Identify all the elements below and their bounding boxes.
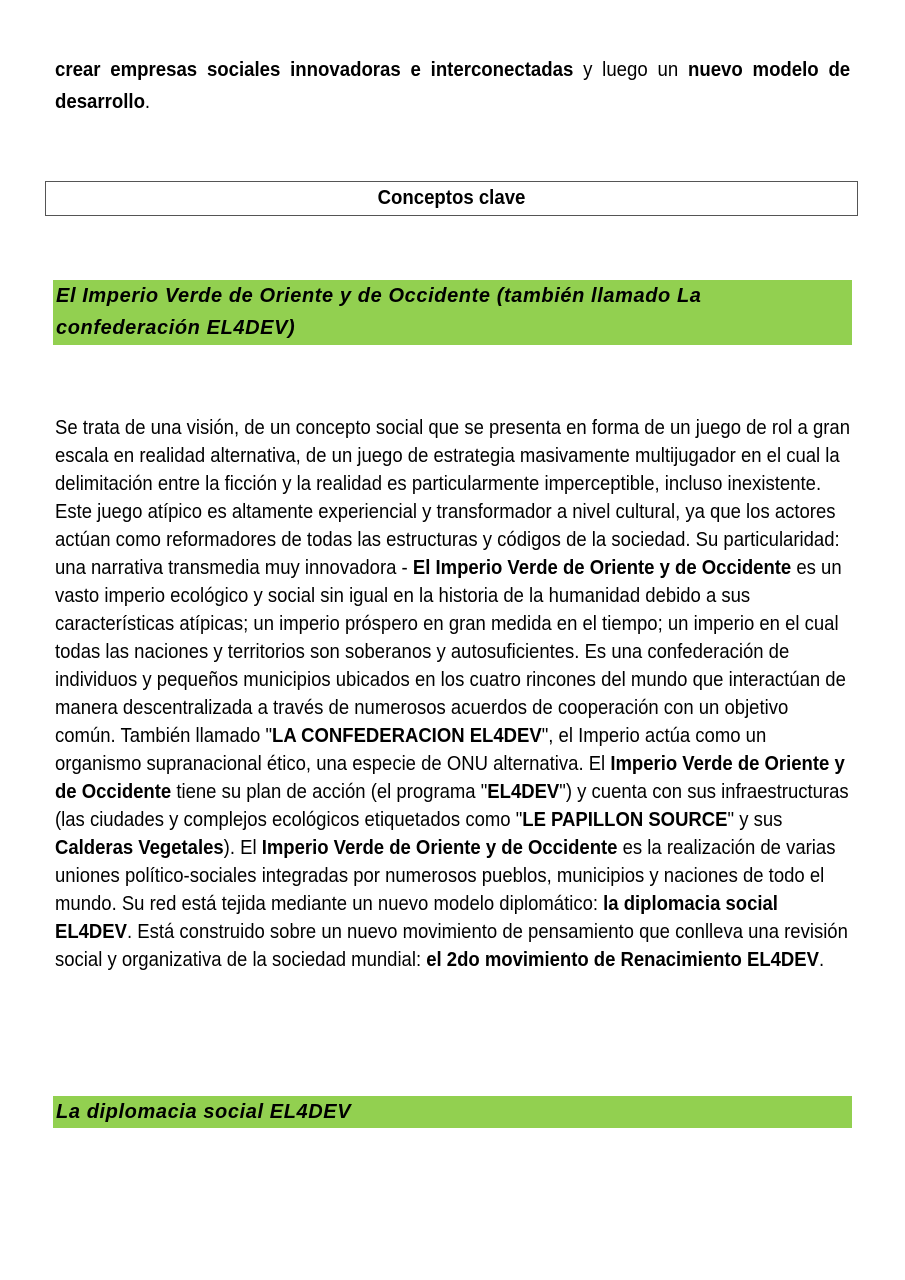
- body-bold-2: LA CONFEDERACION EL4DEV: [272, 725, 542, 747]
- body-text-7: ). El: [223, 837, 262, 859]
- intro-bold-1: crear empresas sociales innovadoras e interconectadas: [55, 59, 574, 81]
- intro-text-2: .: [144, 91, 151, 113]
- body-text-9: . Está construido sobre un nuevo movimiento de pensamiento que conlleva una revisión social y organizativa de la sociedad mundial:: [55, 921, 848, 971]
- body-text-2: es un vasto imperio ecológico y social sin igual en la historia de la humanidad debido a sus características atípicas; un imperio próspero en gran medida en el tiempo; un imperio en el cual todas las naciones y territorios son soberanos y autosuficientes. Es una confederación de individuos y pequeños municipios ubicados en los cuatro rincones del mundo que interactúan de manera descentralizada a través de numerosos acuerdos de cooperación con un objetivo común. También llamado ": [55, 557, 846, 747]
- body-bold-9: el 2do movimiento de Renacimiento EL4DEV: [426, 949, 819, 971]
- body-bold-3: Imperio Verde de Oriente y de Occidente: [55, 753, 845, 803]
- body-bold-4: EL4DEV: [487, 781, 560, 803]
- body-text-4: tiene su plan de acción (el programa ": [171, 781, 488, 803]
- body-bold-6: Calderas Vegetales: [55, 837, 224, 859]
- section-heading-imperio-verde: El Imperio Verde de Oriente y de Occidente (también llamado La confederación EL4DEV): [53, 280, 852, 345]
- section-heading-diplomacia-social: La diplomacia social EL4DEV: [53, 1096, 852, 1128]
- key-concepts-label: Conceptos clave: [377, 187, 526, 209]
- body-bold-1: El Imperio Verde de Oriente y de Occidente: [412, 557, 792, 579]
- body-paragraph: [55, 414, 851, 974]
- body-bold-7: Imperio Verde de Oriente y de Occidente: [261, 837, 618, 859]
- body-text-5: ") y cuenta con sus infraestructuras (las ciudades y complejos ecológicos etiquetados como ": [55, 781, 849, 831]
- key-concepts-box: [45, 181, 858, 216]
- intro-paragraph: [55, 54, 850, 118]
- body-text-6: " y sus: [727, 809, 783, 831]
- body-text-1: Se trata de una visión, de un concepto social que se presenta en forma de un juego de rol a gran escala en realidad alternativa, de un juego de estrategia masivamente multijugador en el cual la delimitación entre la ficción y la realidad es particularmente imperceptible, incluso inexistente. Este juego atípico es altamente experiencial y transformador a nivel cultural, ya que los actores actúan como reformadores de todas las estructuras y códigos de la sociedad. Su particularidad: una narrativa transmedia muy innovadora -: [55, 417, 851, 579]
- body-text-3: ", el Imperio actúa como un organismo supranacional ético, una especie de ONU alternativa. El: [55, 725, 767, 775]
- body-text-10: .: [818, 949, 825, 971]
- intro-bold-2: nuevo modelo de desarrollo: [55, 59, 851, 113]
- body-bold-8: la diplomacia social EL4DEV: [55, 893, 778, 943]
- intro-text-1: y luego un: [573, 59, 688, 81]
- body-text-8: es la realización de varias uniones político-sociales integradas por numerosos pueblos, municipios y naciones de todo el mundo. Su red está tejida mediante un nuevo modelo diplomático:: [55, 837, 836, 915]
- body-bold-5: LE PAPILLON SOURCE: [522, 809, 728, 831]
